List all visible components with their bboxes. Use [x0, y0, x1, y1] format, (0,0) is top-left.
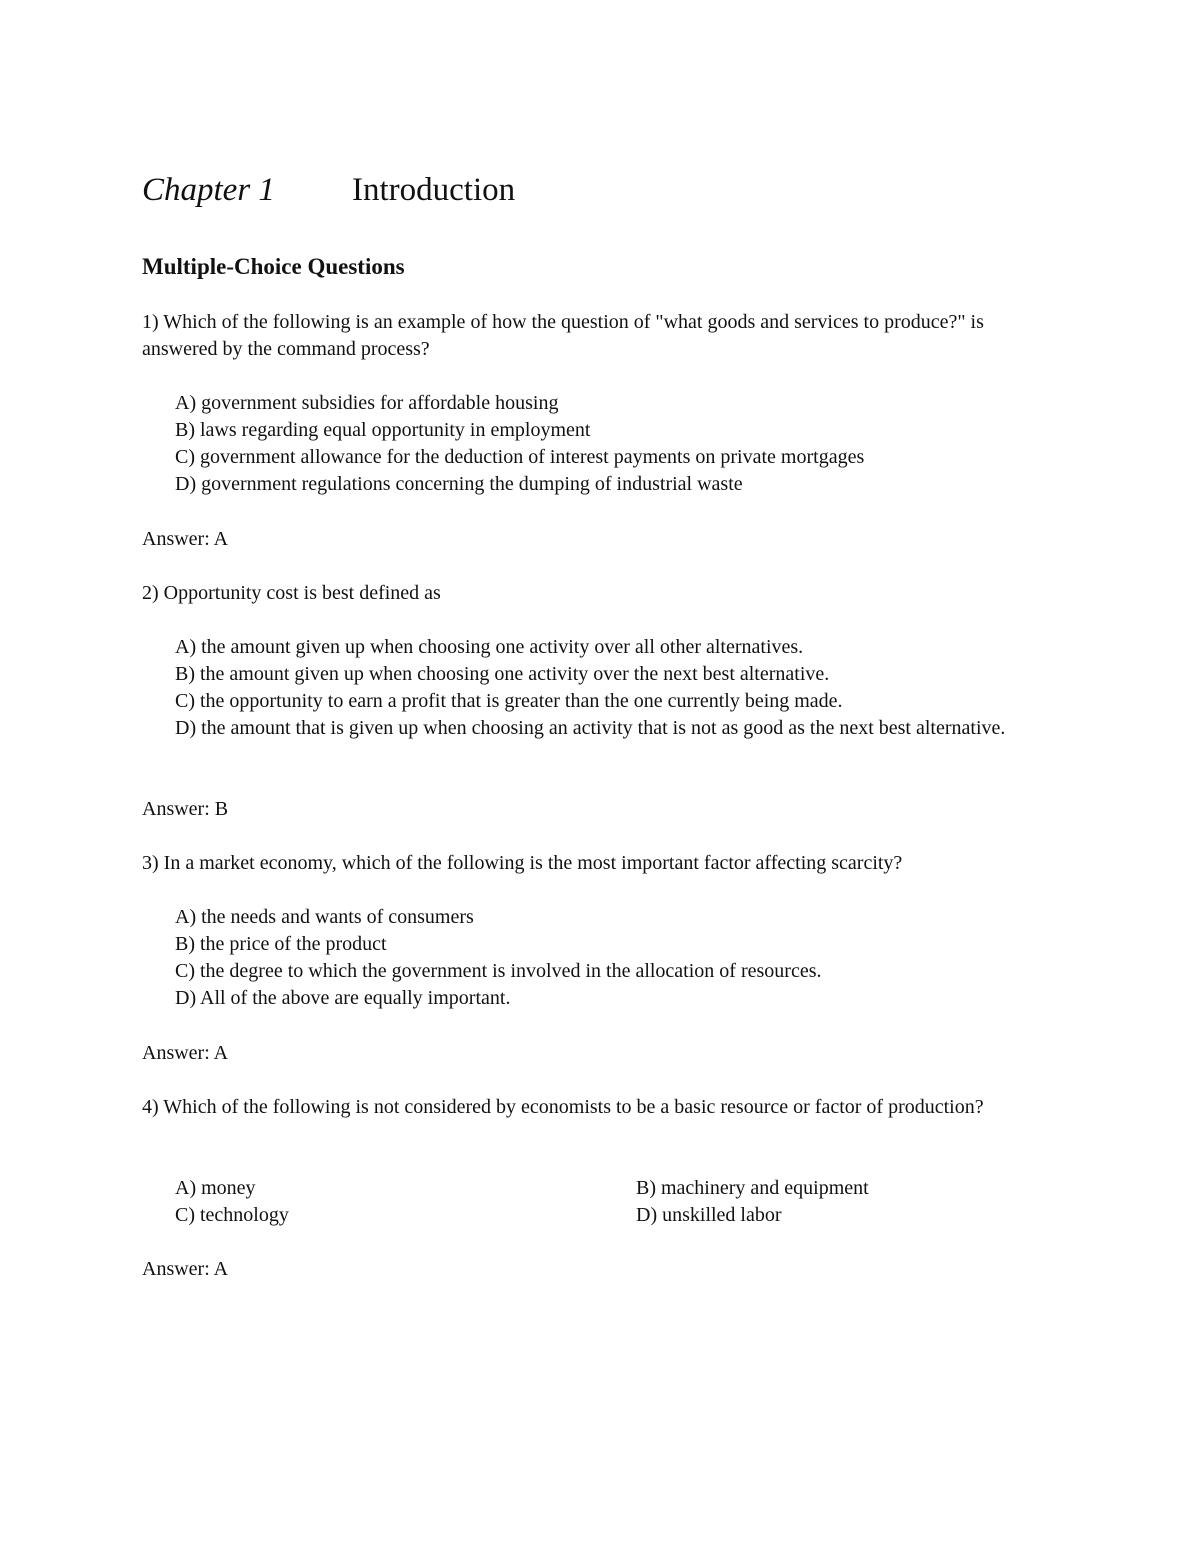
question-1-option-b: B) laws regarding equal opportunity in employment [175, 419, 591, 441]
question-1-text: 1) Which of the following is an example of how the question of "what goods and services to produce?" is answered by the command process? [142, 311, 984, 360]
question-2-text: 2) Opportunity cost is best defined as [142, 582, 441, 604]
question-1-option-a: A) government subsidies for affordable housing [175, 392, 559, 414]
question-1-option-d: D) government regulations concerning the dumping of industrial waste [175, 473, 743, 495]
question-2-option-d: D) the amount that is given up when choosing an activity that is not as good as the next best alternative. [175, 717, 1006, 739]
question-2-option-b: B) the amount given up when choosing one activity over the next best alternative. [175, 663, 830, 685]
question-4-answer: Answer: A [142, 1258, 229, 1280]
question-4-text: 4) Which of the following is not considered by economists to be a basic resource or factor of production? [142, 1096, 984, 1118]
section-heading: Multiple-Choice Questions [142, 254, 405, 279]
question-1-option-c: C) government allowance for the deduction of interest payments on private mortgages [175, 446, 865, 468]
question-3-option-c: C) the degree to which the government is involved in the allocation of resources. [175, 960, 822, 982]
question-3-text: 3) In a market economy, which of the following is the most important factor affecting scarcity? [142, 852, 903, 874]
question-2-answer: Answer: B [142, 798, 229, 820]
question-2-option-c: C) the opportunity to earn a profit that is greater than the one currently being made. [175, 690, 843, 712]
question-3-option-b: B) the price of the product [175, 933, 387, 955]
question-3-answer: Answer: A [142, 1042, 229, 1064]
question-3-option-d: D) All of the above are equally important. [175, 987, 511, 1009]
question-4-option-b: B) machinery and equipment [636, 1177, 869, 1199]
question-1-answer: Answer: A [142, 528, 229, 550]
chapter-label: Chapter 1 [142, 172, 275, 208]
question-4-option-a: A) money [175, 1177, 256, 1199]
question-4-option-c: C) technology [175, 1204, 289, 1226]
question-4-option-d: D) unskilled labor [636, 1204, 782, 1226]
chapter-title: Introduction [352, 172, 516, 208]
question-3-option-a: A) the needs and wants of consumers [175, 906, 474, 928]
question-2-option-a: A) the amount given up when choosing one activity over all other alternatives. [175, 636, 804, 658]
chapter-heading [142, 170, 515, 210]
